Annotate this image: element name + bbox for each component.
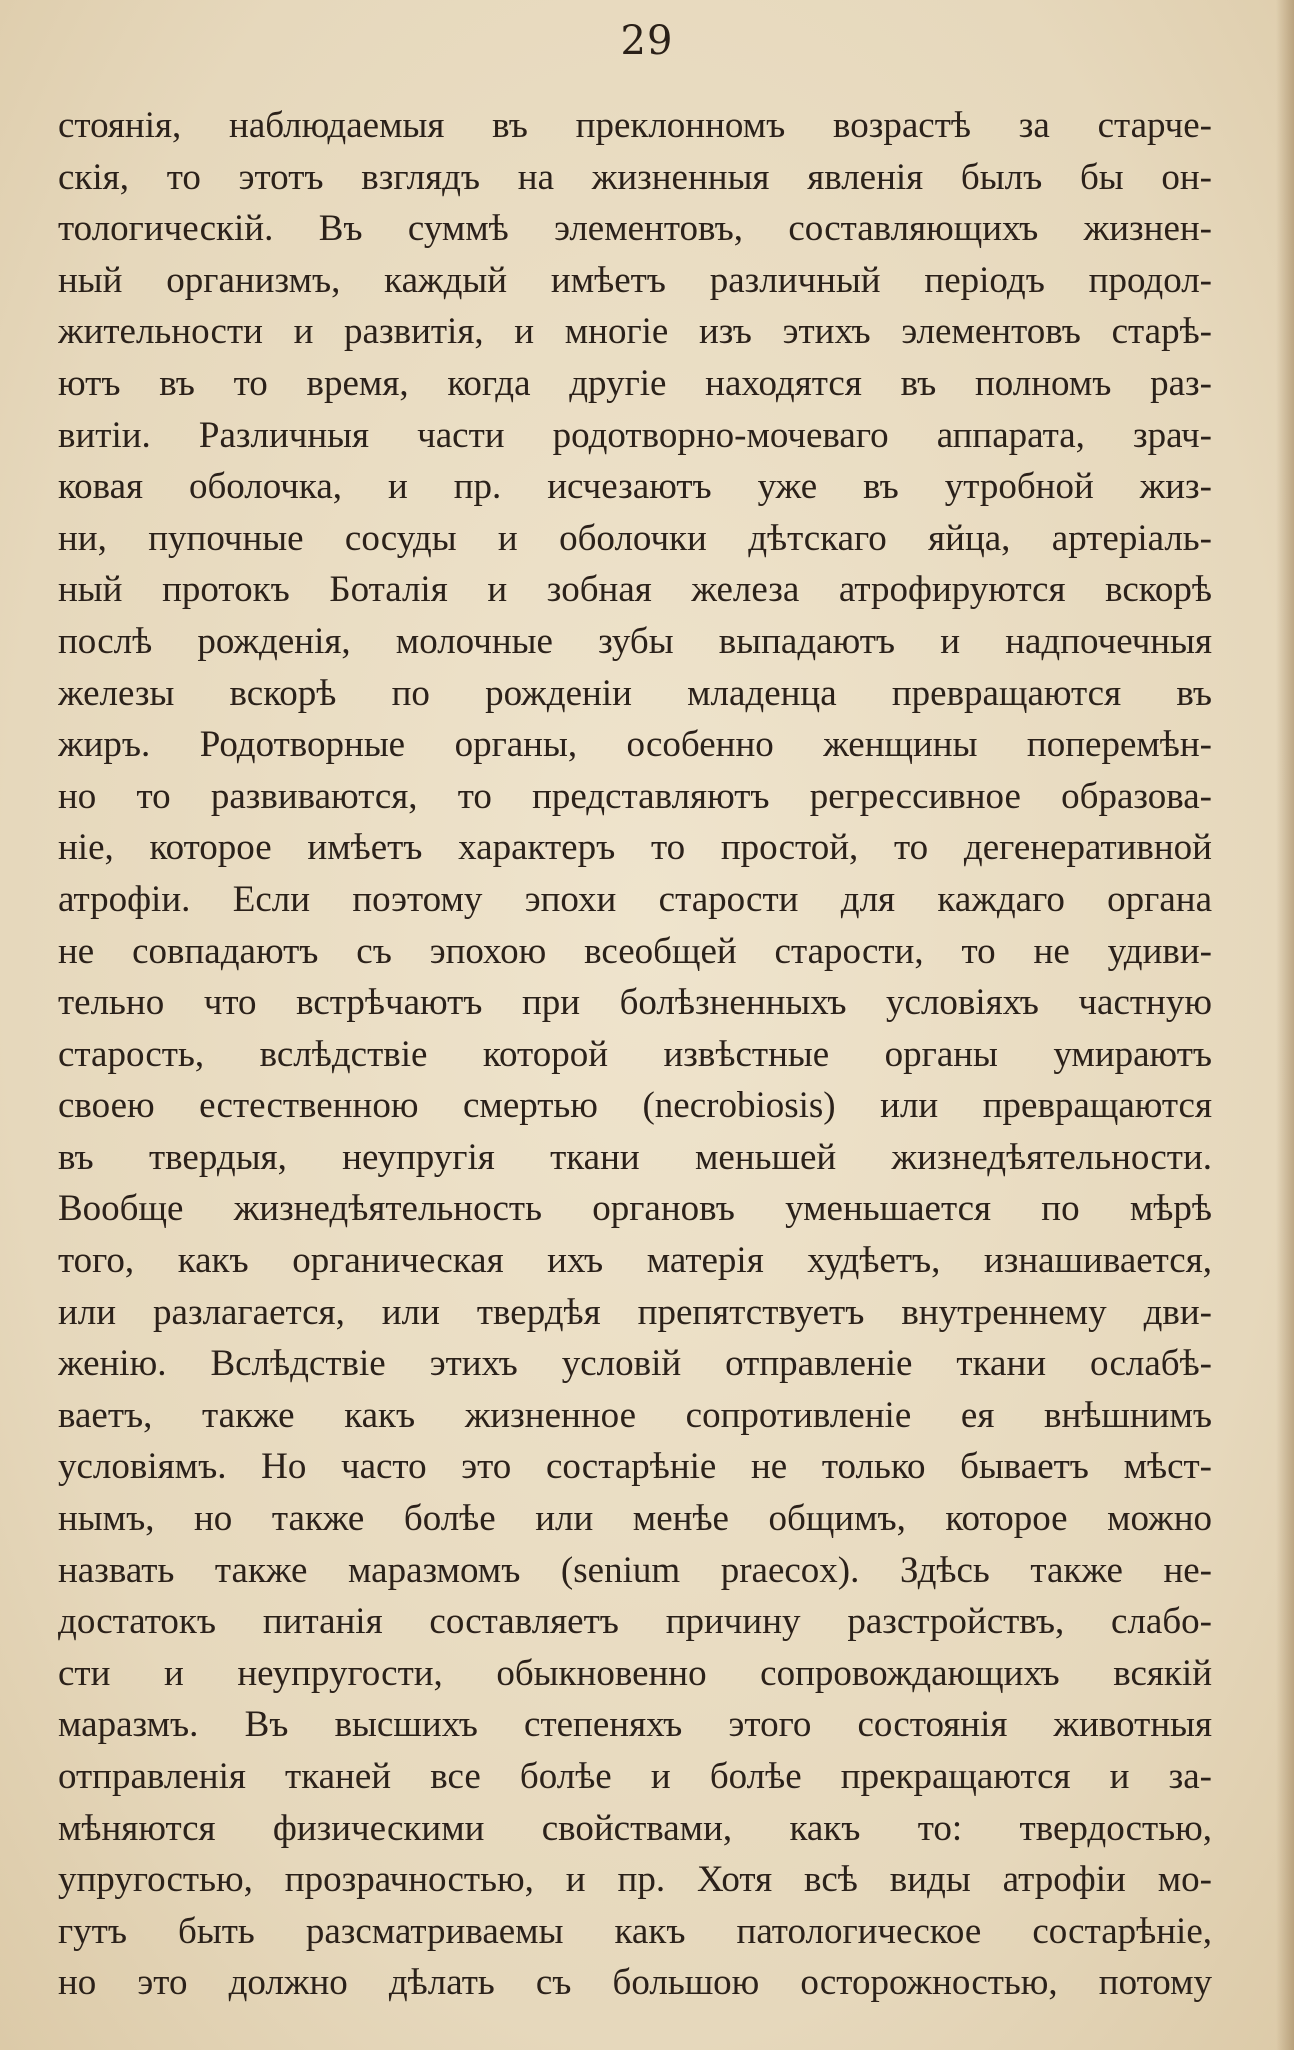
text-line: жиръ. Родотворные органы, особенно женщины поперемѣн- (58, 724, 1212, 766)
text-line: условіямъ. Но часто это состарѣніе не только бываетъ мѣст- (58, 1446, 1212, 1488)
text-line: ный протокъ Боталія и зобная железа атрофируются вскорѣ (58, 569, 1212, 611)
text-line: въ твердыя, неупругія ткани меньшей жизнедѣятельности. (58, 1136, 1212, 1178)
text-line: ютъ въ то время, когда другіе находятся въ полномъ раз- (58, 362, 1212, 404)
text-line: сти и неупругости, обыкновенно сопровождающихъ всякій (58, 1652, 1212, 1694)
body-text (58, 100, 1212, 2009)
text-line: достатокъ питанія составляетъ причину разстройствъ, слабо- (58, 1601, 1212, 1643)
text-line: ный организмъ, каждый имѣетъ различный періодъ продол- (58, 259, 1212, 301)
page-edge-shadow (1276, 0, 1294, 2050)
text-line: ваетъ, также какъ жизненное сопротивленіе ея внѣшнимъ (58, 1394, 1212, 1436)
text-line: жительности и развитія, и многіе изъ этихъ элементовъ старѣ- (58, 311, 1212, 353)
text-line: скія, то этотъ взглядъ на жизненныя явленія былъ бы он- (58, 156, 1212, 198)
text-line: своею естественною смертью (necrobiosis) или превращаются (58, 1085, 1212, 1127)
text-line: ни, пупочные сосуды и оболочки дѣтскаго яйца, артеріаль- (58, 517, 1212, 559)
text-line: тельно что встрѣчаютъ при болѣзненныхъ условіяхъ частную (58, 982, 1212, 1024)
text-line: витіи. Различныя части родотворно-мочеваго аппарата, зрач- (58, 414, 1212, 456)
text-line: назвать также маразмомъ (senium praecox). Здѣсь также не- (58, 1549, 1212, 1591)
text-line: тологическій. Въ суммѣ элементовъ, составляющихъ жизнен- (58, 208, 1212, 250)
text-line: железы вскорѣ по рожденіи младенца превращаются въ (58, 672, 1212, 714)
text-line: Вообще жизнедѣятельность органовъ уменьшается по мѣрѣ (58, 1188, 1212, 1230)
text-line: или разлагается, или твердѣя препятствуетъ внутреннему дви- (58, 1291, 1212, 1333)
text-line: нымъ, но также болѣе или менѣе общимъ, которое можно (58, 1498, 1212, 1540)
text-line: атрофіи. Если поэтому эпохи старости для каждаго органа (58, 878, 1212, 920)
text-line: стоянія, наблюдаемыя въ преклонномъ возрастѣ за старче- (58, 105, 1212, 146)
text-line: не совпадаютъ съ эпохою всеобщей старости, то не удиви- (58, 930, 1212, 972)
text-line: но то развиваются, то представляютъ регрессивное образова- (58, 775, 1212, 817)
text-line: маразмъ. Въ высшихъ степеняхъ этого состоянія животныя (58, 1704, 1212, 1746)
text-line: того, какъ органическая ихъ матерія худѣетъ, изнашивается, (58, 1240, 1212, 1282)
text-line: ніе, которое имѣетъ характеръ то простой, то дегенеративной (58, 827, 1212, 869)
text-line: мѣняются физическими свойствами, какъ то: твердостью, (58, 1807, 1212, 1849)
text-line: старость, вслѣдствіе которой извѣстные органы умираютъ (58, 1033, 1212, 1075)
text-line: женію. Вслѣдствіе этихъ условій отправленіе ткани ослабѣ- (58, 1343, 1212, 1385)
text-line: упругостью, прозрачностью, и пр. Хотя всѣ виды атрофіи мо- (58, 1859, 1212, 1901)
text-line: ковая оболочка, и пр. исчезаютъ уже въ утробной жиз- (58, 466, 1212, 508)
text-line: гутъ быть разсматриваемы какъ патологическое состарѣніе, (58, 1910, 1212, 1952)
text-line: послѣ рожденія, молочные зубы выпадаютъ и надпочечныя (58, 620, 1212, 662)
text-line: но это должно дѣлать съ большою осторожностью, потому (58, 1962, 1212, 2004)
page-number: 29 (620, 18, 674, 64)
text-line: отправленія тканей все болѣе и болѣе прекращаются и за- (58, 1756, 1212, 1797)
